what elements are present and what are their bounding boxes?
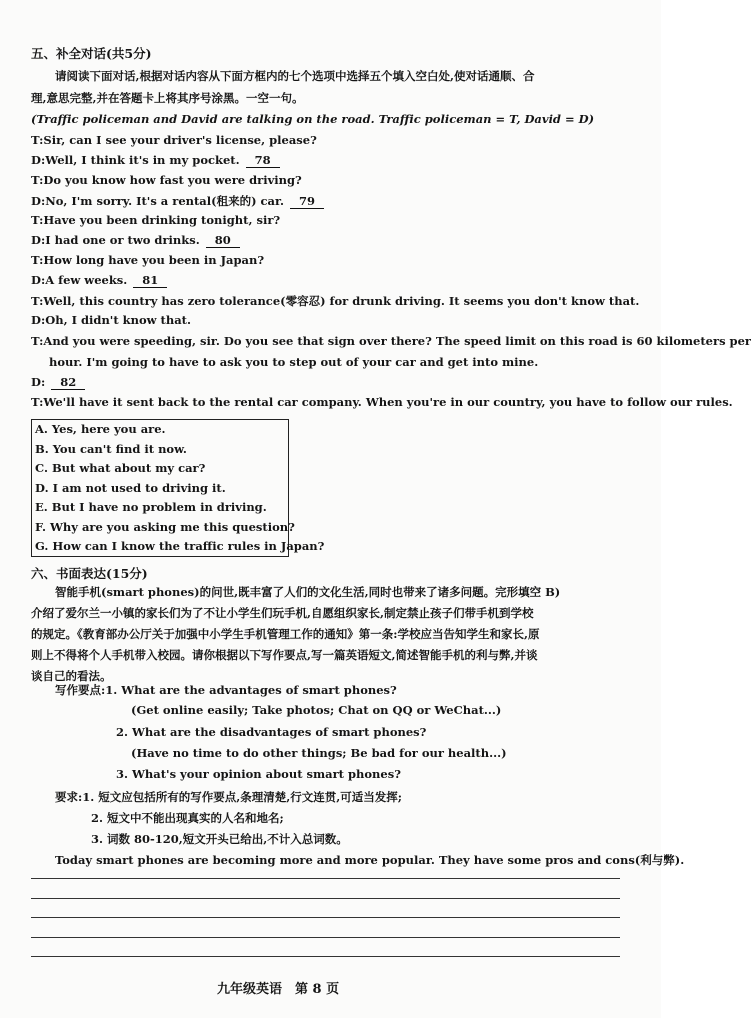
- dialogue-line: [31, 334, 751, 348]
- dialogue-text: D:: [31, 375, 46, 389]
- dialogue-line: [31, 153, 280, 168]
- dialogue-text: T:Have you been drinking tonight, sir?: [31, 213, 281, 227]
- option-item: E. But I have no problem in driving.: [35, 500, 267, 514]
- option-item: F. Why are you asking me this question?: [35, 519, 295, 534]
- writing-point: 写作要点:1. What are the advantages of smart phones?: [55, 683, 397, 697]
- writing-point: 3. What's your opinion about smart phones?: [116, 767, 401, 782]
- section5-instruction: 请阅读下面对话,根据对话内容从下面方框内的七个选项中选择五个填入空白处,使对话通顺、合: [55, 69, 535, 83]
- options-box: [31, 419, 325, 557]
- answer-blank[interactable]: 81: [133, 273, 167, 288]
- dialogue-text: D:Oh, I didn't know that.: [31, 313, 191, 327]
- writing-point: 2. What are the disadvantages of smart phones?: [116, 724, 427, 739]
- dialogue-line: [31, 375, 85, 390]
- requirement: 2. 短文中不能出现真实的人名和地名;: [91, 811, 284, 825]
- answer-blank[interactable]: 82: [51, 375, 85, 390]
- prompt-paragraph: 智能手机(smart phones)的问世,既丰富了人们的文化生活,同时也带来了诸多问题。完形填空 B): [55, 585, 561, 599]
- dialogue-line: [31, 193, 324, 209]
- answer-blank[interactable]: 78: [246, 153, 280, 168]
- dialogue-text: D:No, I'm sorry. It's a rental(租来的) car.: [31, 194, 284, 208]
- answer-blank[interactable]: 79: [290, 194, 324, 209]
- section6-title: 六、书面表达(15分): [31, 566, 148, 581]
- page-footer: 九年级英语 第 8 页: [217, 982, 340, 997]
- prompt-paragraph: 的规定。《教育部办公厅关于加强中小学生手机管理工作的通知》第一条:学校应当告知学生和家长,原: [31, 627, 540, 641]
- writing-point: (Get online easily; Take photos; Chat on QQ or WeChat...): [131, 703, 502, 718]
- dialogue-line: [49, 355, 538, 369]
- prompt-paragraph: 谈自己的看法。: [31, 669, 112, 683]
- prompt-paragraph: 则上不得将个人手机带入校园。请你根据以下写作要点,写一篇英语短文,简述智能手机的利与弊,并谈: [31, 648, 538, 662]
- dialogue-text: hour. I'm going to have to ask you to step out of your car and get into mine.: [49, 355, 539, 369]
- dialogue-line: [31, 293, 639, 309]
- dialogue-line: [31, 313, 191, 327]
- requirement: 要求:1. 短文应包括所有的写作要点,条理清楚,行文连贯,可适当发挥;: [55, 790, 403, 804]
- essay-opening: Today smart phones are becoming more and more popular. They have some pros and cons(利与弊).: [55, 853, 685, 867]
- dialogue-line: [31, 233, 240, 248]
- answer-line[interactable]: [31, 937, 620, 938]
- dialogue-context: (Traffic policeman and David are talking on the road. Traffic policeman = T, David = D): [31, 112, 595, 126]
- dialogue-line: [31, 213, 280, 227]
- prompt-paragraph: 介绍了爱尔兰一小镇的家长们为了不让小学生们玩手机,自愿组织家长,制定禁止孩子们带手机到学校: [31, 606, 534, 620]
- answer-line[interactable]: [31, 898, 620, 899]
- writing-point: (Have no time to do other things; Be bad for our health...): [131, 745, 507, 760]
- dialogue-text: T:Sir, can I see your driver's license, please?: [31, 133, 317, 147]
- option-item: C. But what about my car?: [35, 461, 206, 475]
- requirement: 3. 词数 80-120,短文开头已给出,不计入总词数。: [91, 832, 348, 846]
- answer-line[interactable]: [31, 956, 620, 957]
- section5-title: 五、补全对话(共5分): [31, 46, 152, 61]
- dialogue-text: T:And you were speeding, sir. Do you see that sign over there? The speed limit on this road is 60 kilometers per: [31, 334, 751, 348]
- dialogue-text: T:We'll have it sent back to the rental car company. When you're in our country, you have to follow our rules.: [31, 395, 733, 409]
- dialogue-text: D:A few weeks.: [31, 273, 128, 287]
- dialogue-text: T:Do you know how fast you were driving?: [31, 173, 302, 187]
- dialogue-text: T:How long have you been in Japan?: [31, 253, 265, 267]
- answer-line[interactable]: [31, 917, 620, 918]
- dialogue-text: D:I had one or two drinks.: [31, 233, 200, 247]
- dialogue-line: [31, 395, 733, 409]
- dialogue-text: T:Well, this country has zero tolerance(零容忍) for drunk driving. It seems you don't know that.: [31, 294, 640, 308]
- option-item: G. How can I know the traffic rules in Japan?: [35, 539, 325, 553]
- dialogue-line: [31, 133, 317, 147]
- answer-blank[interactable]: 80: [206, 233, 240, 248]
- dialogue-line: [31, 253, 264, 267]
- option-item: B. You can't find it now.: [35, 441, 187, 456]
- dialogue-text: D:Well, I think it's in my pocket.: [31, 153, 240, 167]
- dialogue-line: [31, 273, 167, 288]
- dialogue-line: [31, 173, 302, 187]
- option-item: A. Yes, here you are.: [35, 422, 166, 436]
- section5-instruction-cont: 理,意思完整,并在答题卡上将其序号涂黑。一空一句。: [31, 91, 304, 105]
- answer-line[interactable]: [31, 878, 620, 879]
- option-item: D. I am not used to driving it.: [35, 480, 226, 495]
